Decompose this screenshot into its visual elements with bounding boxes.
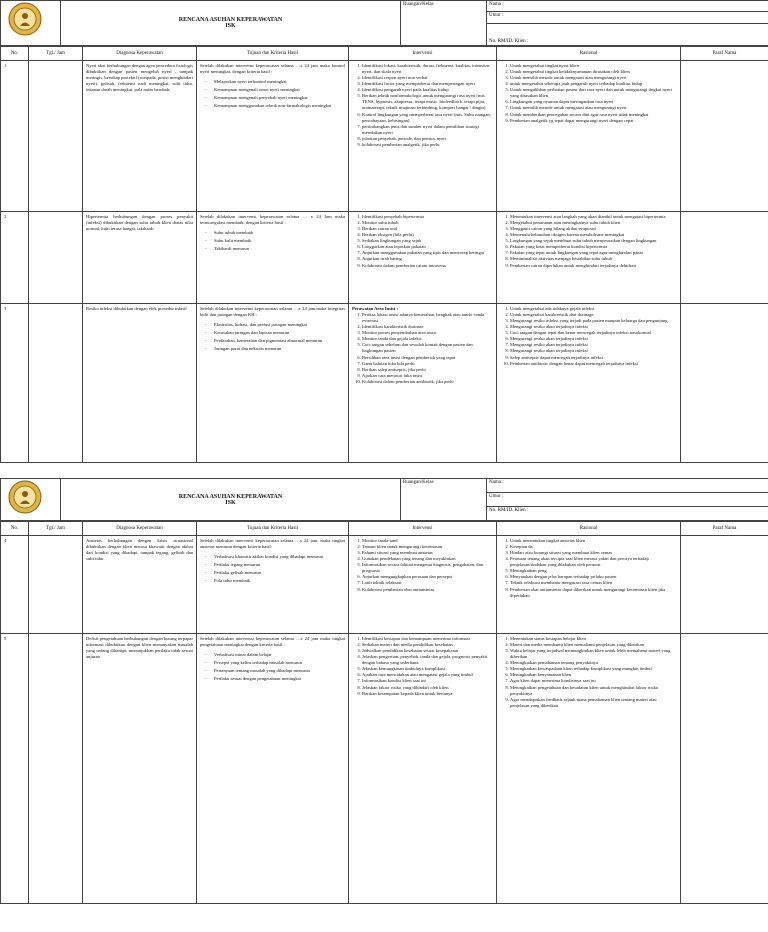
intervention-item: 6. Ajarkan cara mencidakan atau mengatasi gejala yang timbul bbox=[362, 672, 493, 678]
rationale-item: 5. Lingkungan yang sejuk membuat suhu tubuh menyesuaikan dengan lingkungan bbox=[510, 238, 677, 244]
rationale-item: 1. Untuk menentukan tingkat ansietas klien bbox=[510, 538, 677, 544]
intervention-item: 4. Monitor tanda dan gejala infeksi bbox=[362, 336, 493, 342]
goal-criteria-item: - Kemampuan menggunakan teknik non-farmakologis meningkat bbox=[214, 103, 345, 109]
rationale-item: 6. Meningkatkan kenyamanan klien bbox=[510, 672, 677, 678]
goal-criteria-item: - Kemampuan mengenali penyebab nyeri meningkat bbox=[214, 95, 345, 101]
goal-criteria-item: - Suhu tubuh membaik bbox=[214, 230, 345, 236]
goal-criteria-item: - Verbalisasi khawatir akibat kondisi yang dihadapi menurun bbox=[214, 554, 345, 560]
rationale-item: 2. Untuk mengetahui tingkat ketidaknyamanan dirasakan oleh klien bbox=[510, 69, 677, 75]
intervention-title: Perawatan Area Insisi : bbox=[352, 306, 398, 311]
col-diagnosis: Diagnosa Keperawatan bbox=[83, 47, 197, 61]
goal-criteria-list bbox=[200, 230, 345, 252]
intervention-item: 7. Anjurkan menggunakan pakaian yang tipis dan menyerap keringat bbox=[362, 250, 493, 256]
rm-field bbox=[487, 24, 768, 46]
intervention-item: 9. Kolaborasi dalam pemberian cairan intravena bbox=[362, 263, 493, 269]
col-no: No. bbox=[1, 47, 29, 61]
rationale-item: 5. Cuci tangan dengan tepat dan benar mencegah terjadinya infeksi nasokomial bbox=[510, 330, 677, 336]
intervention-item: 7. Ganti balutan luka bila perlu bbox=[362, 361, 493, 367]
row-rationale bbox=[497, 212, 681, 304]
row-intervention bbox=[349, 212, 497, 304]
form-header bbox=[0, 0, 768, 46]
row-date bbox=[29, 212, 83, 304]
rationale-item: 8. Mengurangi resiko akan terjadinya infeksi bbox=[510, 348, 677, 354]
goal-criteria-item: - Persepsi yang keliru terhadap masalah menurun bbox=[214, 660, 345, 666]
row-rationale bbox=[497, 634, 681, 904]
col-rationale: Rasional bbox=[497, 522, 681, 536]
col-goal: Tujuan dan Kriteria Hasil bbox=[197, 522, 349, 536]
intervention-item: 9. Berikan kesempatan kepada klien untuk bertanya bbox=[362, 691, 493, 697]
intervention-item: 2. Identifikasi karakteristik drainase bbox=[362, 324, 493, 330]
rationale-item: 1. Menentukan status kesiapan belajar klien bbox=[510, 636, 677, 642]
rationale-item: 7. Teknik relaksasi membantu mengurasi rasa cemas klien bbox=[510, 580, 677, 586]
col-intervention: Intervensi bbox=[349, 47, 497, 61]
row-number: 1 bbox=[1, 61, 29, 212]
row-goal bbox=[197, 634, 349, 904]
row-number: 3 bbox=[1, 304, 29, 463]
table-row bbox=[1, 536, 768, 634]
rationale-item: 3. Mengurangi resiko infeksi yang terjadi pada pasien maupun keluarga dan pengunjung bbox=[510, 318, 677, 324]
row-goal bbox=[197, 61, 349, 212]
row-date bbox=[29, 304, 83, 463]
rationale-item: 4. Memenuhi kebutuhan oksigen karena metabolisme meningkat bbox=[510, 232, 677, 238]
intervention-list bbox=[352, 214, 493, 269]
row-intervention bbox=[349, 634, 497, 904]
goal-intro: Setelah dilakukan intervensi keperawatan selama … x 24 Jam maka termoregulasi membaik, dengan kriteria hasil : bbox=[200, 214, 345, 226]
hospital-logo-icon bbox=[3, 480, 47, 514]
form-title-line1: RENCANA ASUHAN KEPERAWATAN bbox=[178, 17, 283, 23]
name-field bbox=[487, 479, 768, 493]
row-rationale bbox=[497, 61, 681, 212]
form-title bbox=[61, 479, 401, 521]
table-header-row bbox=[1, 522, 768, 536]
row-diagnosis: Hipertermia berhubungan dengan proses penyakit (infeksi) dibuktikan dengan suhu tubuh klien diatas nilai normal, kulit terasa hangat, takikardi bbox=[83, 212, 197, 304]
intervention-item: 6. Kontrol lingkungan yang memperberat rasa nyeri (mis. Suhu ruangan, pencahayaan, kebisingan) bbox=[362, 112, 493, 124]
goal-criteria-item: - Jaringan parut dan nekrotis menurun bbox=[214, 346, 345, 352]
room-field bbox=[401, 1, 487, 46]
intervention-item: 5. Berikan teknik nonfarmakologis untuk mengurangi rasa nyeri (mis. TENS, hypnosis, akupresur, terapi music, biofeedback, terapi pijat, aromaterapi, teknik imajinasi terbimbing, kompres hangat / dingin) bbox=[362, 93, 493, 111]
intervention-item: 2. Sediakan materi dan media pendidikan kesehatan bbox=[362, 642, 493, 648]
rationale-item: 9. Salep antiseptic dapat mencegah terjadinya infeksi bbox=[510, 355, 677, 361]
rationale-item: 6. Menyatakan dengan jelas harapan terhadap prilaku pasien bbox=[510, 574, 677, 580]
intervention-item: 3. Identifikasi factor yang memperberat dan memperingan nyeri bbox=[362, 81, 493, 87]
goal-intro: Setelah dilakukan intervensi keperawatan selama …x 24 jam maka tingkat pengetahuan meningkat dengan kriteria hasil : bbox=[200, 636, 345, 648]
row-goal bbox=[197, 212, 349, 304]
goal-criteria-item: - Perilaku gelisah menurun bbox=[214, 570, 345, 576]
row-sign bbox=[681, 536, 768, 634]
name-label: Nama : bbox=[489, 2, 504, 7]
goal-intro: Setelah dilakukan intervensi keperawatan selama …x 24 jam,maka integritas kulit dan jaringan dengan KH : bbox=[200, 306, 345, 318]
intervention-item: 8. Kolaborasi pemberian obat antiansietas bbox=[362, 587, 493, 593]
age-field bbox=[487, 12, 768, 24]
intervention-item: 7. pertimbangkan jenis dan sumber nyeri dalam pemilihan strategi meredakan nyeri bbox=[362, 124, 493, 136]
goal-criteria-item: - Perdarahan, kemerahan dan pigmentasi abnormal menurun bbox=[214, 338, 345, 344]
intervention-item: 9. Ajarkan cara merawat luka insisi bbox=[362, 373, 493, 379]
goal-criteria-list bbox=[200, 79, 345, 109]
rationale-item: 9. Agar mendapatkan feedback sejauh mana pemahaman klien tentang materi atau penjelasan yang diberikan bbox=[510, 697, 677, 709]
rationale-item: 3. Waktu belajar yang terjadwal memungkinkan klien untuk lebih memahami materi yang diberikan bbox=[510, 648, 677, 660]
age-label: Umur : bbox=[489, 13, 504, 18]
col-rationale: Rasional bbox=[497, 47, 681, 61]
row-date bbox=[29, 61, 83, 212]
intervention-item: 6. Anjurkan mengungkapkan perasaan dan persepsi bbox=[362, 574, 493, 580]
row-sign bbox=[681, 304, 768, 463]
col-sign: Paraf Nama bbox=[681, 522, 768, 536]
row-intervention bbox=[349, 304, 497, 463]
intervention-item: 2. Monitor suhu tubuh bbox=[362, 220, 493, 226]
intervention-item: 7. Informasikan kondisi klien saat ini bbox=[362, 678, 493, 684]
intervention-item: 8. Berikan salep antiseptic, jika perlu bbox=[362, 367, 493, 373]
row-sign bbox=[681, 212, 768, 304]
intervention-item: 3. Monitor proses penyembuhan area insisi bbox=[362, 330, 493, 336]
form-title-line1: RENCANA ASUHAN KEPERAWATAN bbox=[178, 493, 283, 500]
rationale-item: 4. Perasaan tenang akan tercipta saat klien merasa yakin dan percaya terhadap penjelasan/tindakan yang dilakukan oleh perawat bbox=[510, 556, 677, 568]
row-diagnosis: Defisit pengetahuan berhubungan dengan kurang terpapar informasi dibuktikan dengan klien menanyakan masalah yang sedang dihadapi, menunjukkan perilaku tidak sesuai anjuran bbox=[83, 634, 197, 904]
rationale-item: 6. Mengurangi resiko akan terjadinya infeksi bbox=[510, 336, 677, 342]
rationale-list bbox=[500, 214, 677, 269]
rm-label: No. RM/ID. Klien : bbox=[489, 39, 529, 44]
rationale-list bbox=[500, 636, 677, 709]
intervention-item: 4. Gunakan pendekatan yang tenang dan meyakinkan bbox=[362, 556, 493, 562]
goal-criteria-item: - Perilaku tegang menurun bbox=[214, 562, 345, 568]
intervention-item: 4. Identifikasi pengaruh nyeri pada kualitas hidup bbox=[362, 87, 493, 93]
col-goal: Tujuan dan Kriteria Hasil bbox=[197, 47, 349, 61]
goal-criteria-item: - Kemampuan mengenali onset nyeri meningkat bbox=[214, 87, 345, 93]
rationale-item: 4. untuk mengetahui seberapa jauh pengaruh nyeri terhadap kualitas hidup bbox=[510, 81, 677, 87]
row-number: 2 bbox=[1, 212, 29, 304]
table-row bbox=[1, 61, 768, 212]
intervention-item: 4. Berikan oksigen (bila perlu) bbox=[362, 232, 493, 238]
rationale-item: 2. Kesepian da bbox=[510, 544, 677, 550]
care-plan-table-1 bbox=[0, 46, 768, 463]
row-rationale bbox=[497, 536, 681, 634]
col-diagnosis: Diagnosa Keperawatan bbox=[83, 522, 197, 536]
row-number: 4 bbox=[1, 536, 29, 634]
form-page-2 bbox=[0, 478, 768, 932]
rationale-item: 5. Meningkatkan kewaspadaan klien terhadap komplikasi yang mungkin timbul bbox=[510, 666, 677, 672]
name-label: Nama : bbox=[489, 480, 504, 485]
intervention-item: 1. Identifikasi penyebab hipertermia bbox=[362, 214, 493, 220]
rationale-item: 6. Pakaian yang ketat memperberat kondisi hipertermia bbox=[510, 244, 677, 250]
col-intervention: Intervensi bbox=[349, 522, 497, 536]
goal-criteria-item: - Pola tidur membaik bbox=[214, 578, 345, 584]
intervention-item: 3. Berikan cairan oral bbox=[362, 226, 493, 232]
intervention-list bbox=[352, 63, 493, 148]
intervention-list bbox=[352, 636, 493, 697]
goal-criteria-item: - Pertanyaan tentang masalah yang dihadapi menurun bbox=[214, 668, 345, 674]
row-number: 5 bbox=[1, 634, 29, 904]
row-diagnosis: Nyeri akut berhubungan dengan agen pencedera fisiologis dibuktikan dengan pasien mengeluh nyeri , tampak meringis, bersikap protektif (waspada, posisi menghindari nyeri), gelisah, frekuensi nadi meningkat, sulit tidur, tekanan darah meningkat, pola nafas berubah, bbox=[83, 61, 197, 212]
col-sign: Paraf Nama bbox=[681, 47, 768, 61]
rationale-item: 5. Meningkatkan peng bbox=[510, 568, 677, 574]
rationale-item: 8. Meminimalisir aktivitas menjaga kestabilan suhu tubuh bbox=[510, 256, 677, 262]
goal-intro: Setelah dilakukan intervensi keperawatan selama …x 24 jam, maka tingkat ansietas menurun dengan kriteria hasil: bbox=[200, 538, 345, 550]
rationale-item: 2. Mengetahui penurunan atau meningkatnya suhu tubuh klien bbox=[510, 220, 677, 226]
row-intervention bbox=[349, 536, 497, 634]
row-date bbox=[29, 536, 83, 634]
form-title-line2: ISK bbox=[225, 23, 236, 29]
intervention-item: 8. jelaskan penyebab, periode, dan pemicu nyeri bbox=[362, 136, 493, 142]
rationale-item: 4. Mengurangi resiko akan terjadinya infeksi bbox=[510, 324, 677, 330]
rationale-item: 8. Untuk memberikan pencegahan secara dini agar rasa nyeri tidak meningkat bbox=[510, 112, 677, 118]
intervention-item: 7. Latih teknik relaksasi bbox=[362, 580, 493, 586]
rationale-item: 9. Pemberian cairan diperlukan untuk menghindari terjadinya dehidrasi bbox=[510, 263, 677, 269]
row-diagnosis: Ansietas berhubungan dengan krisis situasional dibuktikan dengan klien merasa khawatir dengan akibat dari kondisi yang dihadapi, tampak tegang, gelisah dan sulit tidur bbox=[83, 536, 197, 634]
rationale-list bbox=[500, 538, 677, 599]
rationale-item: 7. Mengurangi resiko akan terjadinya infeksi bbox=[510, 342, 677, 348]
rationale-item: 3. Untuk memilih metode untuk mengatasi atau mengurangi nyeri bbox=[510, 75, 677, 81]
col-date: Tgl./ Jam bbox=[29, 522, 83, 536]
row-goal bbox=[197, 536, 349, 634]
table-header-row bbox=[1, 47, 768, 61]
rationale-item: 7. Untuk memilih metode untuk mengatasi atau mengurangi nyeri bbox=[510, 105, 677, 111]
rationale-item: 8. Meningkatkan pengetahuan dan kesadaran klien untuk menghindari faktor risiko penyakitnya bbox=[510, 685, 677, 697]
row-goal bbox=[197, 304, 349, 463]
col-no: No. bbox=[1, 522, 29, 536]
hospital-logo-icon bbox=[3, 2, 47, 36]
row-sign bbox=[681, 634, 768, 904]
form-title-line2: ISK bbox=[225, 499, 236, 506]
rationale-item: 6. Lingkungan yang nyaman dapat meringankan rasa nyeri bbox=[510, 99, 677, 105]
row-intervention bbox=[349, 61, 497, 212]
intervention-item: 2. Temani klien untuk mengurangi kecemasan bbox=[362, 544, 493, 550]
hospital-logo-cell bbox=[1, 479, 61, 521]
care-plan-table-2 bbox=[0, 521, 768, 904]
row-diagnosis: Resiko infeksi dibuktikan dengan efek prosedur infasif bbox=[83, 304, 197, 463]
row-sign bbox=[681, 61, 768, 212]
intervention-item: 5. Jelaskan kemungkinan timbulnya komplikasi bbox=[362, 666, 493, 672]
rationale-item: 8. Pemberian obat antiansietas dapat diberikan untuk mengurangi kecemasan klien jika diperlukan bbox=[510, 587, 677, 599]
intervention-item: 6. Longgarkan atau lepaskan pakaian bbox=[362, 244, 493, 250]
goal-criteria-item: - Perilaku sesuai dengan pengetahuan meningkat bbox=[214, 676, 345, 682]
intervention-item: 1. Identifikasi kesiapan dan kemampuan menerima informasi bbox=[362, 636, 493, 642]
rationale-item: 7. Agar klien dapat menerima kondisinya saat ini bbox=[510, 678, 677, 684]
goal-criteria-item: - Takikardi menurun bbox=[214, 246, 345, 252]
intervention-item: 1. Identifikasi lokasi, karakteristik, durasi, frekuensi, kualitas, intensitas nyeri, dan skala nyeri bbox=[362, 63, 493, 75]
rationale-item: 3. Hindari atau kurangi situasi yang membuat klien cemas bbox=[510, 550, 677, 556]
intervention-item: 3. Jadwalkan pendidikan kesehatan sesuai kesepakatan bbox=[362, 648, 493, 654]
intervention-item: 3. Pahami situasi yang membuat ansietas bbox=[362, 550, 493, 556]
goal-criteria-list bbox=[200, 322, 345, 352]
goal-criteria-item: - Verbalisasi minat dalam belajar bbox=[214, 652, 345, 658]
intervention-item: 5. Informasikan secara faktual mengenai diagnosis, pengobatan, dan prognosis bbox=[362, 562, 493, 574]
hospital-logo-cell bbox=[1, 1, 61, 46]
col-date: Tgl./ Jam bbox=[29, 47, 83, 61]
rationale-item: 1. Untuk mengetahui tingkat nyeri klien bbox=[510, 63, 677, 69]
rationale-item: 9. Pemberian analgetik yg tepat dapat mengurangi nyeri dengan cepat bbox=[510, 118, 677, 124]
rationale-item: 2. Materi dan media membantu klien memahami penjelasan yang diberikan bbox=[510, 642, 677, 648]
intervention-item: 4. Jelaskan pengertian, penyebab, tanda dan gejala, prognosis penyakit dengan bahasa yang sederhana bbox=[362, 654, 493, 666]
rationale-item: 7. Pakaian yang tepat untuk lingkungan yang tepat agar menghindari panas bbox=[510, 250, 677, 256]
age-label: Umur : bbox=[489, 494, 504, 499]
age-field bbox=[487, 493, 768, 507]
intervention-item: 2. Identifikasi respon nyeri non verbal bbox=[362, 75, 493, 81]
goal-criteria-list bbox=[200, 554, 345, 584]
rm-field bbox=[487, 507, 768, 521]
goal-criteria-item: - Melaporkan nyeri terkontrol meningkat bbox=[214, 79, 345, 85]
rm-label: No. RM/ID. Klien : bbox=[489, 508, 529, 513]
row-date bbox=[29, 634, 83, 904]
room-label: Ruangan/Kelas bbox=[403, 2, 434, 7]
rationale-item: 1. Untuk mengetahui ada tidaknya gejala infeksi bbox=[510, 306, 677, 312]
intervention-item: 1. Monitor tanda-tand bbox=[362, 538, 493, 544]
intervention-item: 1. Periksa lokasi insisi adanya kemerahan, bengkak atau tanda -tanda eviserasi bbox=[362, 312, 493, 324]
intervention-list bbox=[352, 538, 493, 593]
table-row bbox=[1, 634, 768, 904]
rationale-item: 10. Pemberian antibiotic dengan benar dapat mencegah terjadinya infeksi bbox=[510, 361, 677, 367]
rationale-list bbox=[500, 306, 677, 367]
rationale-item: 5. Untuk mengalihkan perhatian pasien dari rasa nyeri dan untuk mengurangi tingkat nyeri yang dirasakan klien. bbox=[510, 87, 677, 99]
intervention-item: 8. Jelaskan faktor risiko yang dihindari oleh klien bbox=[362, 685, 493, 691]
rationale-list bbox=[500, 63, 677, 124]
intervention-item: 5. Sediakan lingkungan yang sejuk bbox=[362, 238, 493, 244]
rationale-item: 3. Mengganti cairan yang hilang akibat evaporasi bbox=[510, 226, 677, 232]
intervention-item: 6. Bersihkan area insisi dengan pembersih yang tepat bbox=[362, 355, 493, 361]
goal-criteria-item: - Elastisitas, hidrasi, dan perfusi jaringan meningkat bbox=[214, 322, 345, 328]
intervention-item: 9. kolaborasi pemberian analgetik, jika perlu bbox=[362, 142, 493, 148]
intervention-list bbox=[352, 312, 493, 385]
name-field bbox=[487, 1, 768, 12]
table-row bbox=[1, 304, 768, 463]
intervention-item: 8. Anjurkan tirah baring bbox=[362, 256, 493, 262]
goal-intro: Setelah dilakukan intervensi keperawatan selama …x 24 jam maka kontrol nyeri meningkat, dengan kriteria hasil : bbox=[200, 63, 345, 75]
rationale-item: 1. Menentukan intervensi atau langkah yang akan diambil untuk mengatasi hipertermia bbox=[510, 214, 677, 220]
room-field bbox=[401, 479, 487, 521]
goal-criteria-item: - Kerusakan jaringan dan lapisan menurun bbox=[214, 330, 345, 336]
intervention-item: 5. Cuci tangan sebelum dan sesudah kontak dengan pasien dan lingkungan pasien bbox=[362, 342, 493, 354]
table-row bbox=[1, 212, 768, 304]
form-title bbox=[61, 1, 401, 46]
room-label: Ruangan/Kelas bbox=[403, 480, 434, 485]
goal-criteria-list bbox=[200, 652, 345, 682]
form-header bbox=[0, 478, 768, 521]
intervention-item: 10. Kolaborasi dalam pemberian antibiotik, jika perlu bbox=[362, 379, 493, 385]
row-rationale bbox=[497, 304, 681, 463]
goal-criteria-item: - Suhu kulit membaik bbox=[214, 238, 345, 244]
rationale-item: 2. Untuk mengetahui karakteristik dari drainage bbox=[510, 312, 677, 318]
rationale-item: 4. Meningkatkan pemahaman tentang penyakitnya bbox=[510, 660, 677, 666]
